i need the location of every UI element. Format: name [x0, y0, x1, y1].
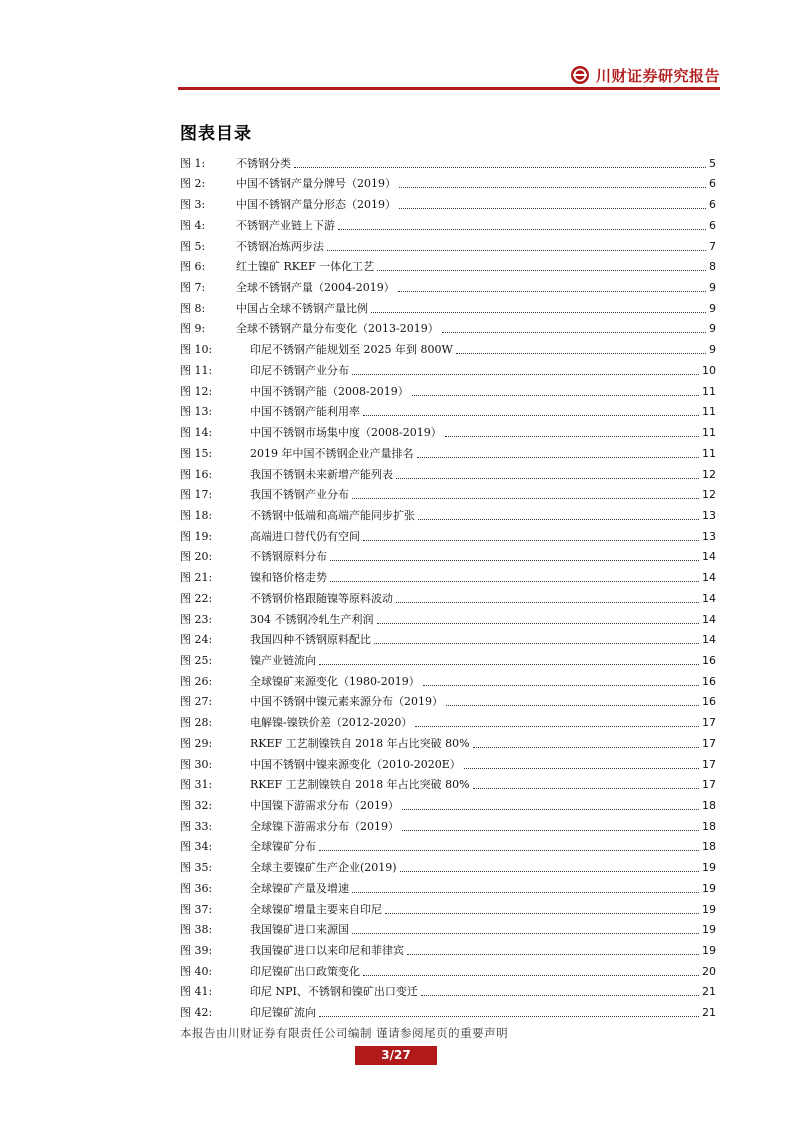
toc-entry[interactable]	[180, 233, 716, 254]
page-number[interactable]: 17	[702, 716, 716, 730]
figure-label: 图 18:	[180, 508, 213, 522]
brand-logo-icon	[570, 65, 590, 85]
page-number[interactable]: 6	[709, 218, 716, 232]
figure-title[interactable]: 中国不锈钢产能（2008-2019）	[250, 384, 409, 398]
leader-dots	[377, 269, 706, 271]
page-indicator: 3/27	[355, 1046, 437, 1065]
leader-dots	[294, 166, 706, 168]
figure-title[interactable]: 全球镍矿增量主要来自印尼	[250, 902, 382, 916]
figure-label: 图 26:	[180, 674, 213, 688]
leader-dots	[412, 394, 699, 396]
figure-label: 图 29:	[180, 736, 213, 750]
leader-dots	[363, 414, 699, 416]
toc-entry[interactable]	[180, 564, 716, 585]
figure-list	[180, 150, 716, 1020]
figure-label: 图 13:	[180, 405, 213, 419]
figure-title[interactable]: 我国镍矿进口来源国	[250, 923, 349, 937]
figure-title[interactable]: 我国镍矿进口以来印尼和菲律宾	[250, 944, 404, 958]
toc-entry[interactable]	[180, 378, 716, 399]
toc-entry[interactable]	[180, 523, 716, 544]
leader-dots	[371, 311, 706, 313]
figure-label: 图 20:	[180, 550, 213, 564]
figure-title[interactable]: 我国四种不锈钢原料配比	[250, 633, 371, 647]
page-number[interactable]: 9	[709, 343, 716, 357]
leader-dots	[327, 249, 706, 251]
figure-label: 图 15:	[180, 446, 213, 460]
toc-entry[interactable]	[180, 191, 716, 212]
toc-entry[interactable]	[180, 854, 716, 875]
figure-label: 图 5:	[180, 239, 206, 253]
page-number[interactable]: 11	[702, 446, 716, 460]
figure-title[interactable]: 中国不锈钢市场集中度（2008-2019）	[250, 426, 442, 440]
figure-label: 图 33:	[180, 819, 213, 833]
leader-dots	[330, 559, 699, 561]
figure-label: 图 28:	[180, 716, 213, 730]
toc-entry[interactable]	[180, 751, 716, 772]
figure-label: 图 21:	[180, 571, 213, 585]
leader-dots	[402, 829, 699, 831]
page-number[interactable]: 10	[702, 363, 716, 377]
figure-title[interactable]: 全球镍矿来源变化（1980-2019）	[250, 674, 420, 688]
toc-entry[interactable]	[180, 730, 716, 751]
leader-dots	[464, 767, 699, 769]
figure-label: 图 39:	[180, 944, 213, 958]
toc-entry[interactable]	[180, 336, 716, 357]
toc-entry[interactable]	[180, 399, 716, 420]
figure-label: 图 30:	[180, 757, 213, 771]
figure-title[interactable]: 我国不锈钢未来新增产能列表	[250, 467, 393, 481]
figure-label: 图 38:	[180, 923, 213, 937]
leader-dots	[421, 994, 699, 996]
leader-dots	[396, 477, 699, 479]
toc-entry[interactable]	[180, 544, 716, 565]
leader-dots	[442, 331, 706, 333]
figure-label: 图 40:	[180, 964, 213, 978]
page-number[interactable]: 5	[709, 156, 716, 170]
figure-title[interactable]: 全球镍矿产量及增速	[250, 881, 349, 895]
toc-entry[interactable]	[180, 482, 716, 503]
toc-entry[interactable]	[180, 295, 716, 316]
toc-entry[interactable]	[180, 171, 716, 192]
leader-dots	[399, 186, 706, 188]
page-number[interactable]: 6	[709, 198, 716, 212]
toc-entry[interactable]	[180, 772, 716, 793]
page-number[interactable]: 6	[709, 177, 716, 191]
figure-title[interactable]: 镍和铬价格走势	[250, 571, 327, 585]
figure-label: 图 27:	[180, 695, 213, 709]
page-number[interactable]: 20	[702, 964, 716, 978]
figure-title[interactable]: 中国不锈钢产能利用率	[250, 405, 360, 419]
leader-dots	[407, 953, 699, 955]
figure-label: 图 32:	[180, 799, 213, 812]
leader-dots	[398, 290, 706, 292]
figure-label: 图 6:	[180, 260, 206, 274]
toc-entry[interactable]	[180, 813, 716, 834]
toc-entry[interactable]	[180, 212, 716, 233]
toc-entry[interactable]	[180, 689, 716, 710]
figure-label: 图 35:	[180, 861, 213, 875]
figure-title[interactable]: 不锈钢产业链上下游	[236, 218, 335, 232]
page-number[interactable]: 19	[702, 861, 716, 875]
toc-entry[interactable]	[180, 647, 716, 668]
figure-title[interactable]: 全球不锈钢产量（2004-2019）	[236, 281, 395, 295]
page-number[interactable]: 14	[702, 550, 716, 564]
figure-label: 图 34:	[180, 840, 213, 854]
figure-title[interactable]: 中国不锈钢产量分牌号（2019）	[236, 177, 396, 191]
leader-dots	[352, 891, 699, 893]
figure-label: 图 25:	[180, 653, 213, 667]
header-rule	[178, 87, 720, 90]
leader-dots	[385, 912, 699, 914]
page-number[interactable]: 16	[702, 695, 716, 709]
leader-dots	[473, 787, 699, 789]
leader-dots	[319, 849, 699, 851]
leader-dots	[415, 725, 699, 727]
toc-entry[interactable]	[180, 440, 716, 461]
figure-label: 图 2:	[180, 177, 206, 191]
figure-title[interactable]: 印尼不锈钢产能规划至 2025 年到 800W	[250, 343, 453, 357]
figure-title[interactable]: 印尼不锈钢产业分布	[250, 363, 349, 377]
page-number[interactable]: 14	[702, 633, 716, 647]
figure-label: 图 4:	[180, 218, 206, 232]
figure-title[interactable]: RKEF 工艺制镍铁自 2018 年占比突破 80%	[250, 736, 470, 750]
figure-label: 图 24:	[180, 633, 213, 647]
figure-label: 图 11:	[180, 363, 213, 377]
figure-label: 图 23:	[180, 612, 213, 626]
page-number[interactable]: 18	[702, 799, 716, 812]
page-number[interactable]: 14	[702, 612, 716, 626]
toc-entry[interactable]	[180, 875, 716, 896]
figure-label: 图 12:	[180, 384, 213, 398]
toc-entry[interactable]	[180, 668, 716, 689]
toc-entry[interactable]	[180, 958, 716, 979]
page-number[interactable]: 12	[702, 488, 716, 502]
page-number[interactable]: 16	[702, 674, 716, 688]
toc-entry[interactable]	[180, 461, 716, 482]
toc-entry[interactable]	[180, 937, 716, 958]
figure-title[interactable]: 不锈钢原料分布	[250, 550, 327, 564]
page-number[interactable]: 16	[702, 653, 716, 667]
page-number[interactable]: 17	[702, 757, 716, 771]
toc-entry[interactable]	[180, 606, 716, 627]
leader-dots	[456, 352, 706, 354]
leader-dots	[319, 663, 699, 665]
leader-dots	[399, 207, 706, 209]
leader-dots	[363, 974, 699, 976]
figure-title[interactable]: 全球不锈钢产量分布变化（2013-2019）	[236, 322, 439, 336]
figure-title[interactable]: 全球主要镍矿生产企业(2019)	[250, 861, 397, 875]
page-number[interactable]: 12	[702, 467, 716, 481]
page-number[interactable]: 19	[702, 944, 716, 958]
leader-dots	[396, 601, 699, 603]
leader-dots	[319, 1015, 699, 1017]
page-number[interactable]: 8	[709, 260, 716, 274]
page-number[interactable]: 21	[702, 985, 716, 999]
figure-label: 图 36:	[180, 881, 213, 895]
page-number[interactable]: 9	[709, 281, 716, 295]
figure-title[interactable]: 中国占全球不锈钢产量比例	[236, 301, 368, 315]
figure-title[interactable]: 304 不锈钢冷轧生产利润	[250, 612, 374, 626]
leader-dots	[374, 642, 699, 644]
leader-dots	[330, 580, 699, 582]
page-number[interactable]: 11	[702, 426, 716, 440]
figure-title[interactable]: 印尼镍矿流向	[250, 1006, 316, 1020]
page-number[interactable]: 18	[702, 819, 716, 833]
figure-label: 图 16:	[180, 467, 213, 481]
figure-title[interactable]: 镍产业链流向	[250, 653, 316, 667]
figure-title[interactable]: 电解镍-镍铁价差（2012-2020）	[250, 716, 413, 730]
leader-dots	[363, 539, 699, 541]
leader-dots	[418, 518, 699, 520]
leader-dots	[423, 684, 699, 686]
figure-label: 图 19:	[180, 529, 213, 543]
toc-entry[interactable]	[180, 585, 716, 606]
figure-label: 图 7:	[180, 281, 206, 295]
leader-dots	[417, 456, 700, 458]
toc-entry[interactable]	[180, 254, 716, 275]
toc-entry[interactable]	[180, 357, 716, 378]
page-number[interactable]: 19	[702, 881, 716, 895]
figure-label: 图 14:	[180, 426, 213, 440]
leader-dots	[338, 228, 706, 230]
figure-title[interactable]: 中国不锈钢产量分形态（2019）	[236, 198, 396, 212]
figure-title[interactable]: 我国不锈钢产业分布	[250, 488, 349, 502]
figure-label: 图 41:	[180, 985, 213, 999]
figure-title[interactable]: 印尼 NPI、不锈钢和镍矿出口变迁	[250, 985, 418, 999]
figure-label: 图 1:	[180, 156, 206, 170]
figure-title[interactable]: 不锈钢中低端和高端产能同步扩张	[250, 508, 415, 522]
toc-entry[interactable]	[180, 150, 716, 171]
figure-label: 图 3:	[180, 198, 206, 212]
toc-entry[interactable]	[180, 792, 716, 813]
leader-dots	[473, 746, 699, 748]
page-number[interactable]: 17	[702, 736, 716, 750]
toc-entry[interactable]	[180, 502, 716, 523]
figure-label: 图 8:	[180, 301, 206, 315]
figure-label: 图 10:	[180, 343, 213, 357]
figure-title[interactable]: 高端进口替代仍有空间	[250, 529, 360, 543]
figure-title[interactable]: 2019 年中国不锈钢企业产量排名	[250, 446, 414, 460]
figure-title[interactable]: 中国镍下游需求分布（2019）	[250, 799, 399, 812]
toc-entry[interactable]	[180, 979, 716, 1000]
page-number[interactable]: 14	[702, 591, 716, 605]
page-number[interactable]: 13	[702, 529, 716, 543]
leader-dots	[446, 704, 699, 706]
figure-label: 图 17:	[180, 488, 213, 502]
figure-title[interactable]: 不锈钢价格跟随镍等原料波动	[250, 591, 393, 605]
figure-label: 图 42:	[180, 1006, 213, 1020]
toc-entry[interactable]	[180, 709, 716, 730]
toc-entry[interactable]	[180, 274, 716, 295]
toc-entry[interactable]	[180, 896, 716, 917]
leader-dots	[445, 435, 699, 437]
leader-dots	[377, 622, 700, 624]
page-number[interactable]: 7	[709, 239, 716, 253]
page-number[interactable]: 11	[702, 384, 716, 398]
figure-title[interactable]: 中国不锈钢中镍元素来源分布（2019）	[250, 695, 443, 709]
toc-title: 图表目录	[180, 124, 252, 144]
page-number[interactable]: 9	[709, 322, 716, 336]
toc-entry[interactable]	[180, 917, 716, 938]
page-number[interactable]: 17	[702, 778, 716, 792]
leader-dots	[352, 373, 699, 375]
toc-entry[interactable]	[180, 419, 716, 440]
figure-label: 图 9:	[180, 322, 206, 336]
leader-dots	[400, 870, 699, 872]
leader-dots	[402, 808, 699, 810]
page-number[interactable]: 11	[702, 405, 716, 419]
brand-name: 川财证券研究报告	[595, 66, 720, 85]
toc-entry[interactable]	[180, 627, 716, 648]
toc-entry[interactable]	[180, 834, 716, 855]
figure-label: 图 37:	[180, 902, 213, 916]
brand	[570, 63, 720, 87]
figure-title[interactable]: 不锈钢冶炼两步法	[236, 239, 324, 253]
leader-dots	[352, 932, 699, 934]
page-number[interactable]: 19	[702, 902, 716, 916]
figure-title[interactable]: 红土镍矿 RKEF 一体化工艺	[236, 260, 375, 274]
footer-disclaimer: 本报告由川财证券有限责任公司编制 谨请参阅尾页的重要声明	[180, 1026, 509, 1040]
toc-entry[interactable]	[180, 999, 716, 1020]
page-number[interactable]: 18	[702, 840, 716, 854]
figure-title[interactable]: 印尼镍矿出口政策变化	[250, 964, 360, 978]
page-number[interactable]: 9	[709, 301, 716, 315]
figure-title[interactable]: 不锈钢分类	[236, 156, 291, 170]
page-number[interactable]: 13	[702, 508, 716, 522]
toc-entry[interactable]	[180, 316, 716, 337]
figure-title[interactable]: 中国不锈钢中镍来源变化（2010-2020E）	[250, 757, 461, 771]
figure-label: 图 31:	[180, 778, 213, 792]
figure-title[interactable]: 全球镍下游需求分布（2019）	[250, 819, 399, 833]
figure-title[interactable]: RKEF 工艺制镍铁自 2018 年占比突破 80%	[250, 778, 470, 792]
figure-title[interactable]: 全球镍矿分布	[250, 840, 316, 854]
page-number[interactable]: 19	[702, 923, 716, 937]
page-number[interactable]: 14	[702, 571, 716, 585]
page-number[interactable]: 21	[702, 1006, 716, 1020]
leader-dots	[352, 497, 699, 499]
figure-label: 图 22:	[180, 591, 213, 605]
report-header	[178, 62, 720, 90]
